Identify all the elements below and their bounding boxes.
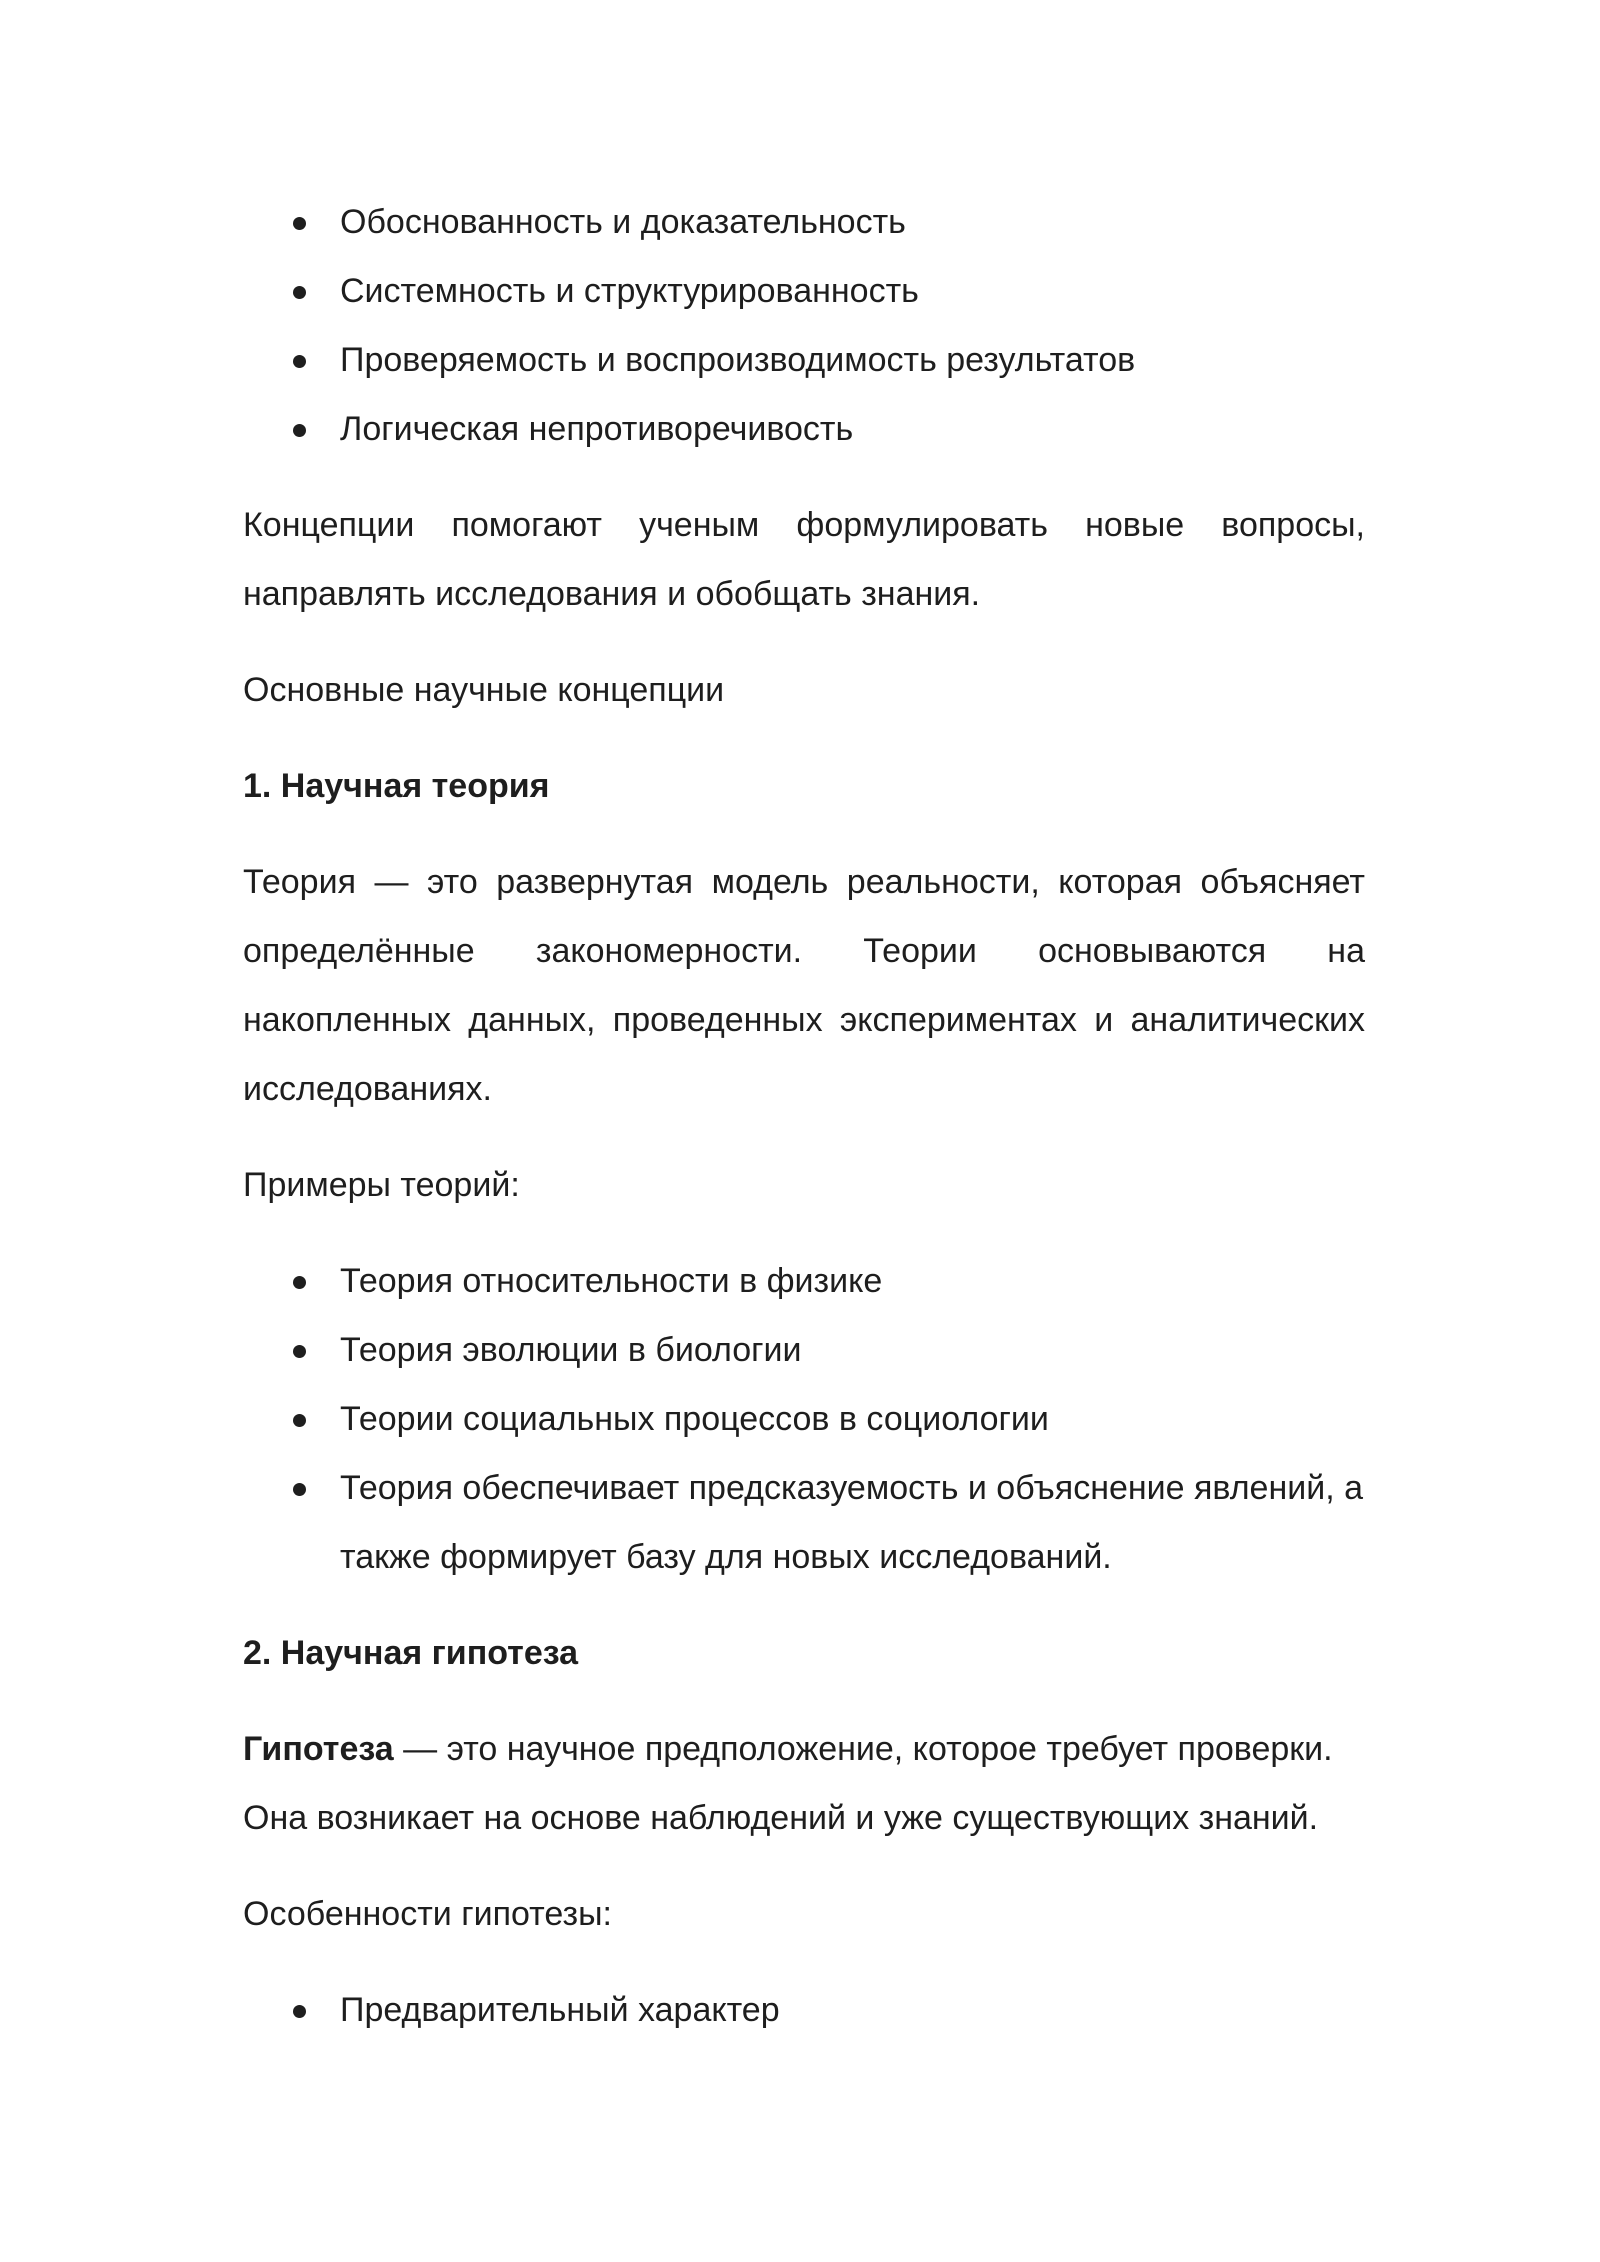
hypothesis-features-label: Особенности гипотезы: — [243, 1895, 613, 1933]
document-page — [243, 188, 1365, 2045]
list-item — [243, 1385, 1365, 1454]
main-concepts-title: Основные научные концепции — [243, 671, 725, 709]
bullet-icon — [293, 1345, 306, 1358]
list-item — [243, 188, 1365, 257]
list-item-text: Теория эволюции в биологии — [340, 1331, 802, 1369]
list-item-text: Теория относительности в физике — [340, 1262, 883, 1300]
theory-examples-list — [243, 1247, 1365, 1592]
hypothesis-term: Гипотеза — [243, 1730, 394, 1768]
bullet-icon — [293, 1483, 306, 1496]
bullet-icon — [293, 355, 306, 368]
hypothesis-features-list — [243, 1976, 1365, 2045]
criteria-list — [243, 188, 1365, 464]
list-item — [243, 1316, 1365, 1385]
theory-paragraph: Теория — это развернутая модель реальности, которая объясняет определённые закономерности. Теории основываются на накопленных данных, проведенных экспериментах и аналитических исследованиях. — [243, 863, 1365, 1108]
list-item — [243, 1247, 1365, 1316]
list-item-text: Теории социальных процессов в социологии — [340, 1400, 1049, 1438]
bullet-icon — [293, 2005, 306, 2018]
list-item-text: Теория обеспечивает предсказуемость и объяснение явлений, а также формирует базу для новых исследований. — [340, 1469, 1364, 1576]
list-item-text: Обоснованность и доказательность — [340, 203, 906, 241]
list-item — [243, 326, 1365, 395]
hypothesis-definition: — это научное предположение, которое требует проверки. Она возникает на основе наблюдений и уже существующих знаний. — [243, 1730, 1333, 1837]
list-item — [243, 257, 1365, 326]
bullet-icon — [293, 1414, 306, 1427]
section2-heading: 2. Научная гипотеза — [243, 1634, 579, 1672]
list-item-text: Проверяемость и воспроизводимость результатов — [340, 341, 1136, 379]
bullet-icon — [293, 424, 306, 437]
bullet-icon — [293, 217, 306, 230]
list-item — [243, 1976, 1365, 2045]
list-item-text: Системность и структурированность — [340, 272, 919, 310]
bullet-icon — [293, 286, 306, 299]
bullet-icon — [293, 1276, 306, 1289]
list-item — [243, 395, 1365, 464]
list-item-text: Предварительный характер — [340, 1991, 780, 2029]
section1-heading: 1. Научная теория — [243, 767, 550, 805]
concepts-paragraph: Концепции помогают ученым формулировать новые вопросы, направлять исследования и обобщать знания. — [243, 506, 1365, 613]
hypothesis-paragraph — [243, 1715, 1365, 1853]
theory-examples-label: Примеры теорий: — [243, 1166, 520, 1204]
list-item — [243, 1454, 1365, 1592]
list-item-text: Логическая непротиворечивость — [340, 410, 854, 448]
